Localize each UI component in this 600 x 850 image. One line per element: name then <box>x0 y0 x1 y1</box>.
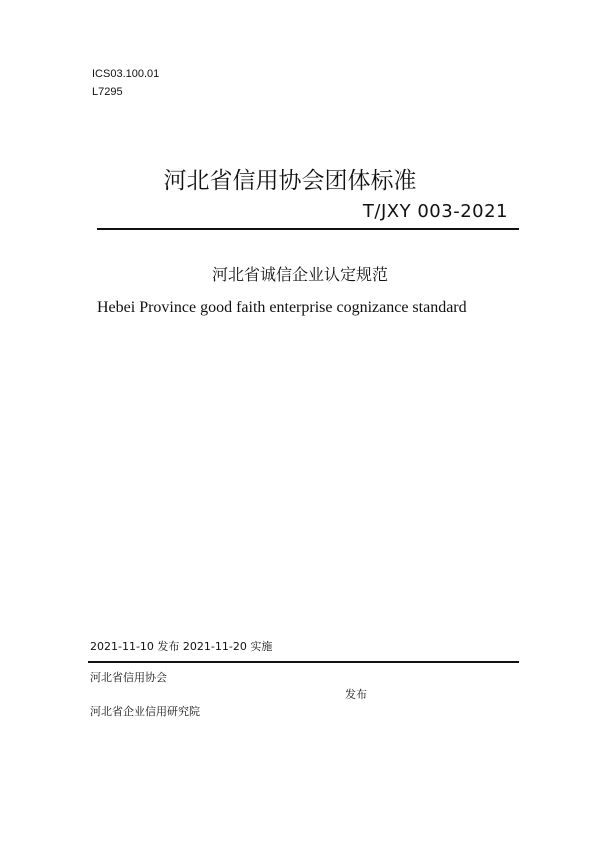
issue-dates: 2021-11-10 发布 2021-11-20 实施 <box>90 640 273 653</box>
classification-code: L7295 <box>92 86 123 98</box>
ics-code: ICS03.100.01 <box>92 68 160 80</box>
standard-number: T/JXY 003-2021 <box>362 201 508 222</box>
document-title-cn: 河北省诚信企业认定规范 <box>211 265 388 284</box>
header-divider <box>97 228 519 230</box>
publish-label: 发布 <box>345 688 367 701</box>
footer-divider <box>88 661 519 663</box>
publisher-1: 河北省信用协会 <box>90 671 167 684</box>
publisher-2: 河北省企业信用研究院 <box>90 705 200 718</box>
org-standard-title: 河北省信用协会团体标准 <box>163 168 417 194</box>
document-title-en: Hebei Province good faith enterprise cognizance standard <box>97 299 467 316</box>
